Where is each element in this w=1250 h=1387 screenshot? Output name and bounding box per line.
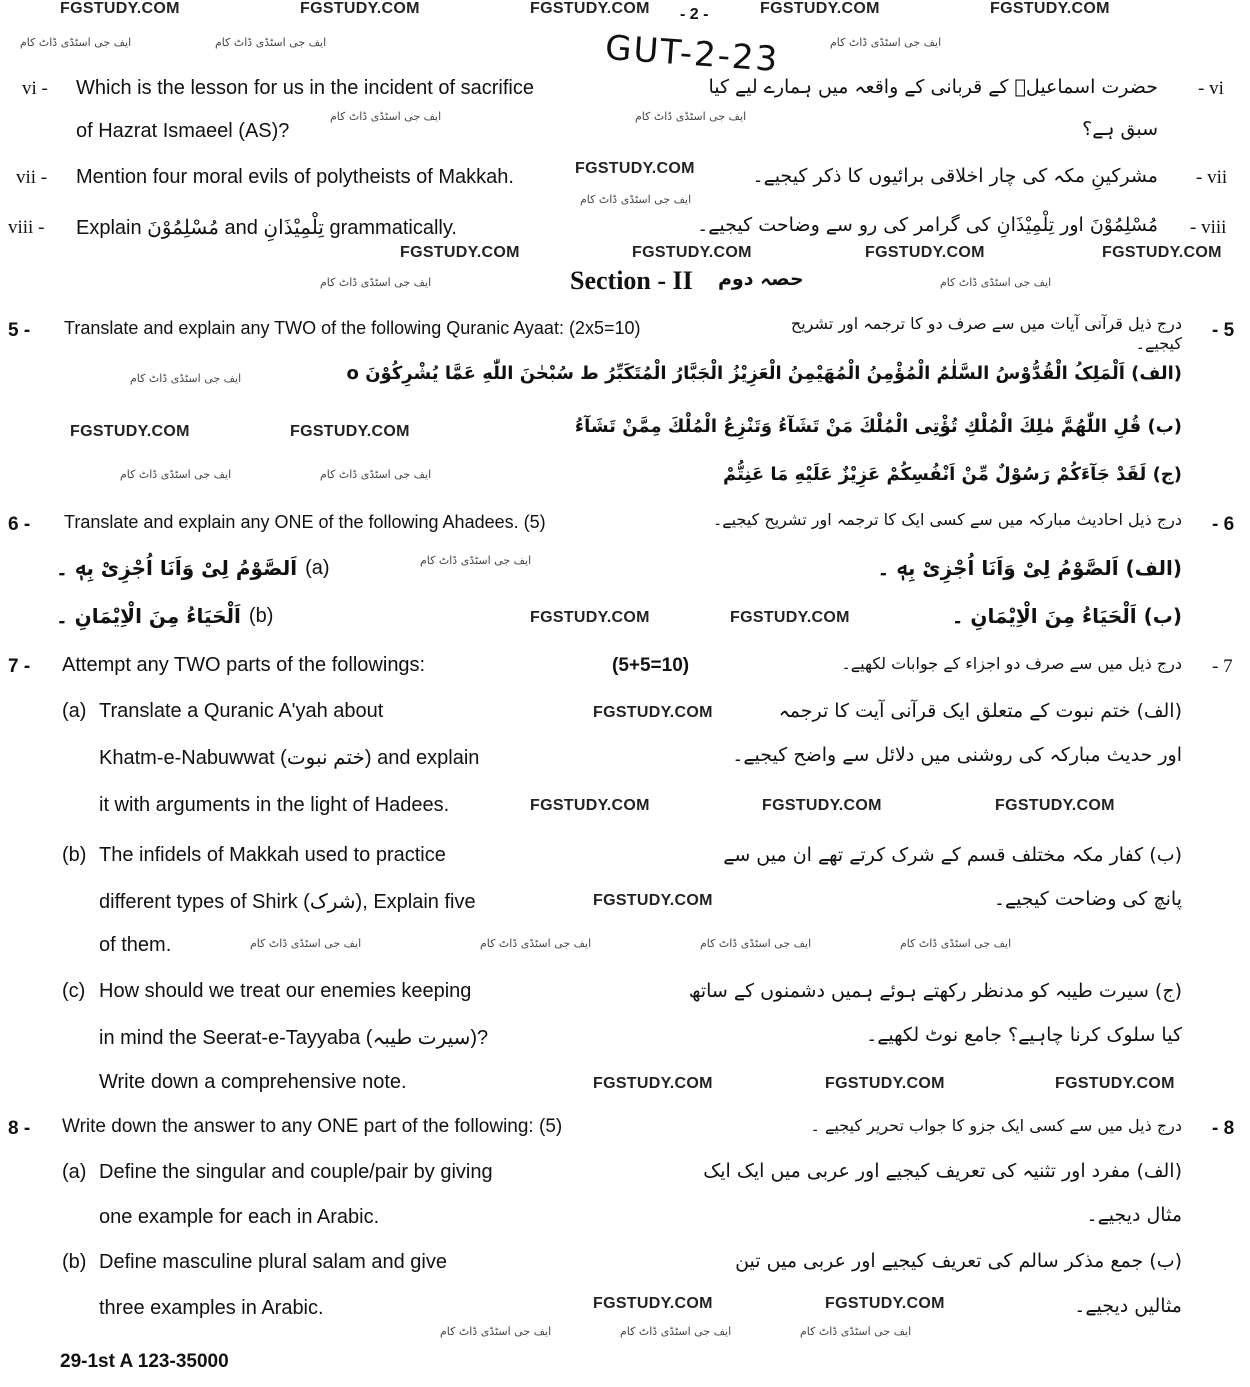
watermark: FGSTUDY.COM: [865, 244, 985, 261]
watermark-urdu: ایف جی اسٹڈی ڈاٹ کام: [580, 193, 692, 206]
part-label: (b): [62, 844, 87, 866]
item-label: (ج): [1152, 464, 1182, 485]
watermark: FGSTUDY.COM: [995, 797, 1115, 814]
watermark: FGSTUDY.COM: [530, 0, 650, 17]
part-text: of them.: [99, 934, 172, 956]
part-text-urdu: [703, 1160, 1182, 1182]
part-label: (ج): [1154, 980, 1182, 1002]
part-label: (a): [62, 700, 87, 722]
ayah-item: [480, 464, 1182, 486]
ayah-item: [250, 362, 1182, 386]
part-text: Define the singular and couple/pair by giving: [99, 1161, 493, 1183]
watermark: FGSTUDY.COM: [760, 0, 880, 17]
item-label: (الف): [1131, 363, 1182, 384]
part-text: it with arguments in the light of Hadees.: [99, 794, 450, 816]
part-label: (b): [62, 1251, 87, 1273]
watermark: FGSTUDY.COM: [593, 1075, 713, 1092]
watermark: FGSTUDY.COM: [300, 0, 420, 17]
part-label: (الف): [1136, 700, 1182, 722]
question-number: - vii: [1196, 167, 1228, 188]
question-text: Translate and explain any ONE of the following Ahadees. (5): [64, 512, 546, 532]
item-label: (الف): [1125, 556, 1182, 580]
watermark-urdu: ایف جی اسٹڈی ڈاٹ کام: [320, 468, 432, 481]
question-text-urdu: درج ذیل احادیث مبارکہ میں سے کسی ایک کا ترجمہ اور تشریح کیجیے۔: [712, 510, 1182, 529]
watermark: FGSTUDY.COM: [1102, 244, 1222, 261]
part-text: How should we treat our enemies keeping: [99, 980, 472, 1002]
question-number: 5 -: [8, 320, 31, 341]
question-text: Write down the answer to any ONE part of the following: (5): [62, 1116, 563, 1137]
part-text: in mind the Seerat-e-Tayyaba (سیرت طیبہ)?: [99, 1027, 489, 1049]
question-number: - 7: [1212, 656, 1233, 677]
page-number: - 2 -: [680, 6, 709, 23]
part-text-urdu: [735, 1250, 1182, 1272]
question-text-urdu: مُسْلِمُوْنَ اور تِلْمِیْذَانِ کی گرامر کی رو سے وضاحت کیجیے۔: [697, 214, 1158, 236]
watermark-urdu: ایف جی اسٹڈی ڈاٹ کام: [120, 468, 232, 481]
item-label: (a): [305, 556, 330, 579]
item-label: (b): [248, 604, 274, 627]
part-text-urdu: مثال دیجیے۔: [1086, 1204, 1182, 1226]
question-text: Which is the lesson for us in the incident of sacrifice: [76, 77, 534, 99]
question-number: 7 -: [8, 656, 31, 677]
hadees-text: اَلصَّوْمُ لِیْ وَاَنَا اُجْزِیْ بِهٖ ۔: [877, 556, 1119, 580]
part-line: ختم نبوت کے متعلق ایک قرآنی آیت کا ترجمہ: [778, 700, 1131, 722]
part-text: different types of Shirk (شرک), Explain five: [99, 891, 476, 913]
watermark: FGSTUDY.COM: [730, 609, 850, 626]
question-number: - vi: [1198, 78, 1224, 99]
question-number: - viii: [1190, 217, 1227, 238]
watermark: FGSTUDY.COM: [825, 1295, 945, 1312]
watermark-urdu: ایف جی اسٹڈی ڈاٹ کام: [20, 36, 132, 49]
question-text-urdu: مشرکینِ مکہ کی چار اخلاقی برائیوں کا ذکر کیجیے۔: [752, 165, 1158, 187]
question-text-urdu: سبق ہے؟: [1082, 118, 1158, 140]
question-text: Attempt any TWO parts of the followings:: [62, 654, 426, 676]
part-text: Khatm-e-Nabuwwat (ختم نبوت) and explain: [99, 747, 480, 769]
watermark: FGSTUDY.COM: [593, 704, 713, 721]
question-number: - 5: [1212, 320, 1235, 341]
hadees-text: اَلصَّوْمُ لِیْ وَاَنَا اُجْزِیْ بِهٖ ۔: [56, 556, 298, 580]
watermark: FGSTUDY.COM: [530, 609, 650, 626]
watermark: FGSTUDY.COM: [400, 244, 520, 261]
part-text: three examples in Arabic.: [99, 1297, 324, 1319]
question-text: of Hazrat Ismaeel (AS)?: [76, 120, 290, 142]
part-label: (a): [62, 1161, 87, 1183]
hadees-item-left: [56, 604, 273, 628]
item-label: (ب): [1143, 604, 1182, 628]
question-number: viii -: [8, 217, 45, 238]
question-number: vi -: [22, 78, 48, 99]
question-number: - 8: [1212, 1118, 1235, 1139]
watermark-urdu: ایف جی اسٹڈی ڈاٹ کام: [420, 554, 532, 567]
paper-code-footer: 29-1st A 123-35000: [60, 1351, 229, 1372]
ayah-text: قُلِ اللّٰهُمَّ مٰلِكَ الْمُلْكِ تُؤْتِی الْمُلْكَ مَنْ تَشَآءُ وَتَنْزِعُ الْمُلْكَ مِمَّنْ تَشَآءُ: [574, 416, 1142, 437]
item-label: (ب): [1147, 416, 1182, 437]
part-label: (ب): [1149, 1250, 1182, 1272]
part-label: (c): [62, 980, 86, 1002]
handwritten-code: GUT-2-23: [603, 27, 781, 81]
part-line: سیرت طیبہ کو مدنظر رکھتے ہوئے ہمیں دشمنوں کے ساتھ: [688, 980, 1149, 1002]
watermark: FGSTUDY.COM: [530, 797, 650, 814]
question-number: vii -: [16, 167, 48, 188]
ayah-text: لَقَدْ جَآءَكُمْ رَسُوْلٌ مِّنْ اَنْفُسِكُمْ عَزِيْزٌ عَلَيْهِ مَا عَنِتُّمْ: [723, 464, 1147, 485]
part-line: مفرد اور تثنیہ کی تعریف کیجیے اور عربی میں ایک ایک: [703, 1160, 1131, 1182]
question-text-urdu: درج ذیل قرآنی آیات میں سے صرف دو کا ترجمہ اور تشریح کیجیے۔: [790, 314, 1182, 353]
question-text-urdu: حضرت اسماعیلؑ کے قربانی کے واقعہ میں ہمارے لیے کیا: [708, 76, 1158, 98]
part-label: (ب): [1149, 844, 1182, 866]
watermark-urdu: ایف جی اسٹڈی ڈاٹ کام: [800, 1325, 912, 1338]
watermark-urdu: ایف جی اسٹڈی ڈاٹ کام: [440, 1325, 552, 1338]
watermark-urdu: ایف جی اسٹڈی ڈاٹ کام: [215, 36, 327, 49]
part-line: جمع مذکر سالم کی تعریف کیجیے اور عربی میں تین: [735, 1250, 1144, 1272]
question-number: 8 -: [8, 1118, 31, 1139]
part-text-urdu: پانچ کی وضاحت کیجیے۔: [993, 888, 1182, 910]
hadees-item-left: [56, 556, 330, 580]
watermark: FGSTUDY.COM: [593, 1295, 713, 1312]
watermark-urdu: ایف جی اسٹڈی ڈاٹ کام: [250, 937, 362, 950]
hadees-text: اَلْحَيَاءُ مِنَ الْاِيْمَانِ ۔: [951, 604, 1137, 628]
watermark-urdu: ایف جی اسٹڈی ڈاٹ کام: [130, 372, 242, 385]
question-text: Mention four moral evils of polytheists of Makkah.: [76, 166, 514, 188]
part-text-urdu: مثالیں دیجیے۔: [1074, 1295, 1182, 1317]
part-label: (الف): [1136, 1160, 1182, 1182]
part-text: The infidels of Makkah used to practice: [99, 844, 446, 866]
watermark-urdu: ایف جی اسٹڈی ڈاٹ کام: [320, 276, 432, 289]
part-text: Define masculine plural salam and give: [99, 1251, 447, 1273]
watermark: FGSTUDY.COM: [825, 1075, 945, 1092]
section-title: Section - II: [570, 266, 693, 295]
hadees-item: [877, 556, 1182, 580]
watermark: FGSTUDY.COM: [593, 892, 713, 909]
watermark: FGSTUDY.COM: [575, 160, 695, 177]
watermark: FGSTUDY.COM: [990, 0, 1110, 17]
watermark: FGSTUDY.COM: [762, 797, 882, 814]
question-text: Explain مُسْلِمُوْنَ and تِلْمِیْذَانِ grammatically.: [76, 217, 457, 239]
part-text-urdu: [723, 844, 1182, 866]
hadees-item: [952, 604, 1182, 628]
watermark: FGSTUDY.COM: [70, 423, 190, 440]
ayah-text: اَلْمَلِکُ الْقُدُّوْسُ السَّلٰمُ الْمُؤْمِنُ الْمُهَيْمِنُ الْعَزِيْزُ الْجَبَّارُ الْمُتَكَبِّرُ ط سُبْحٰنَ اللّٰهِ عَمَّا يُشْرِكُوْنَ o: [346, 363, 1125, 384]
question-marks: (5+5=10): [612, 655, 690, 676]
question-text-urdu: درج ذیل میں سے کسی ایک جزو کا جواب تحریر کیجیے ۔: [810, 1116, 1182, 1135]
part-line: کفار مکہ مختلف قسم کے شرک کرتے تھے ان میں سے: [723, 844, 1144, 866]
watermark-urdu: ایف جی اسٹڈی ڈاٹ کام: [940, 276, 1052, 289]
question-number: 6 -: [8, 514, 31, 535]
section-title-urdu: حصہ دوم: [718, 268, 804, 290]
watermark-urdu: ایف جی اسٹڈی ڈاٹ کام: [900, 937, 1012, 950]
question-number: - 6: [1212, 514, 1235, 535]
part-text-urdu: کیا سلوک کرنا چاہیے؟ جامع نوٹ لکھیے۔: [866, 1024, 1182, 1046]
ayah-item: [430, 416, 1182, 438]
hadees-text: اَلْحَيَاءُ مِنَ الْاِيْمَانِ ۔: [56, 604, 241, 628]
part-text-urdu: [779, 700, 1182, 722]
part-text-urdu: اور حدیث مبارکہ کی روشنی میں دلائل سے واضح کیجیے۔: [732, 744, 1182, 766]
watermark-urdu: ایف جی اسٹڈی ڈاٹ کام: [635, 110, 747, 123]
watermark-urdu: ایف جی اسٹڈی ڈاٹ کام: [620, 1325, 732, 1338]
part-text: Write down a comprehensive note.: [99, 1071, 407, 1093]
watermark-urdu: ایف جی اسٹڈی ڈاٹ کام: [330, 110, 442, 123]
part-text-urdu: [689, 980, 1182, 1002]
question-text: Translate and explain any TWO of the following Quranic Ayaat: (2x5=10): [64, 318, 641, 338]
watermark-urdu: ایف جی اسٹڈی ڈاٹ کام: [480, 937, 592, 950]
watermark-urdu: ایف جی اسٹڈی ڈاٹ کام: [700, 937, 812, 950]
watermark: FGSTUDY.COM: [60, 0, 180, 17]
part-text: Translate a Quranic A'yah about: [99, 700, 384, 722]
question-text-urdu: درج ذیل میں سے صرف دو اجزاء کے جوابات لکھیے۔: [841, 654, 1182, 673]
watermark-urdu: ایف جی اسٹڈی ڈاٹ کام: [830, 36, 942, 49]
watermark: FGSTUDY.COM: [632, 244, 752, 261]
part-text: one example for each in Arabic.: [99, 1206, 380, 1228]
watermark: FGSTUDY.COM: [1055, 1075, 1175, 1092]
watermark: FGSTUDY.COM: [290, 423, 410, 440]
